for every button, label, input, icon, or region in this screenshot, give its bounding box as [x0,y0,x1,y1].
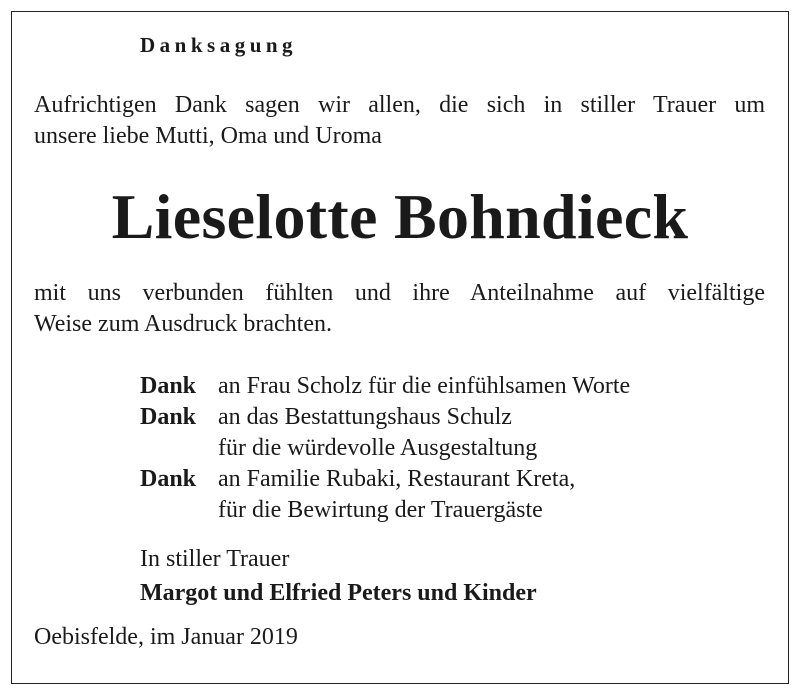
thanks-text-continued: für die Bewirtung der Trauergäste [218,497,543,523]
sympathy-line: Weise zum Ausdruck brachten. [34,311,332,337]
sympathy-text [34,278,765,340]
thanks-word: Dank [140,373,197,399]
mourning-block [140,542,537,610]
thanks-item [140,371,630,402]
intro-line: unsere liebe Mutti, Oma und Uroma [34,123,382,149]
mourning-phrase: In stiller Trauer [140,546,290,572]
thanks-list [140,371,630,526]
thanks-text-continued: für die würdevolle Ausgestaltung [218,435,538,461]
thanks-word: Dank [140,466,197,492]
thanks-item [140,464,630,495]
notice-heading: Danksagung [140,33,298,57]
thanks-text: an das Bestattungshaus Schulz [218,404,512,430]
intro-line: Aufrichtigen Dank sagen wir allen, die sich in stiller Trauer um [34,92,765,118]
sympathy-line: mit uns verbunden fühlten und ihre Anteilnahme auf vielfältige [34,280,765,306]
deceased-name: Lieselotte Bohndieck [111,181,689,252]
thanks-text: an Familie Rubaki, Restaurant Kreta, [218,466,576,492]
family-signature: Margot und Elfried Peters und Kinder [140,580,537,606]
thanks-item [140,402,630,433]
thanks-word: Dank [140,404,197,430]
thanks-text: an Frau Scholz für die einfühlsamen Worte [218,373,631,399]
intro-text [34,90,765,152]
place-date: Oebisfelde, im Januar 2019 [34,624,298,650]
